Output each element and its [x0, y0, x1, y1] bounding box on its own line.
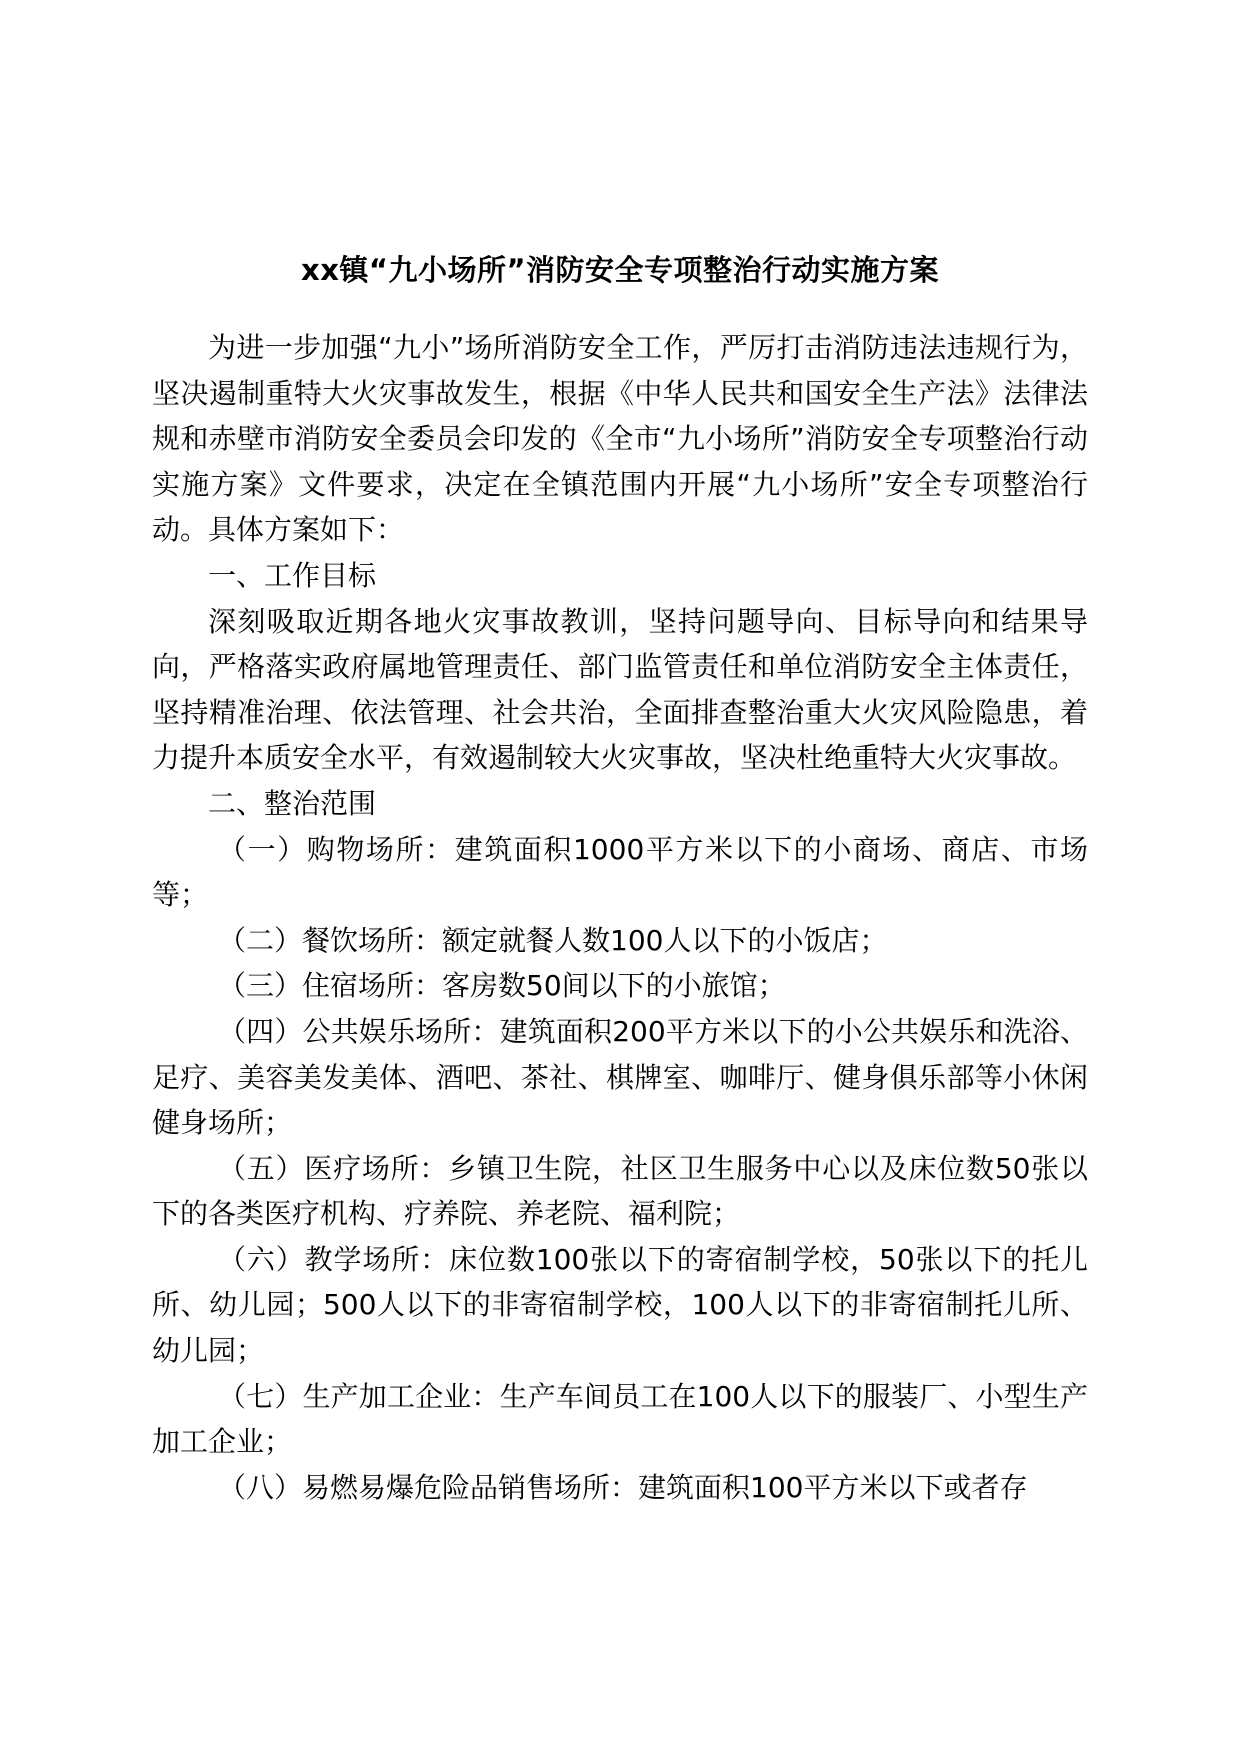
scope-item-education: （六）教学场所：床位数100张以下的寄宿制学校，50张以下的托儿所、幼儿园；500人以下的非寄宿制学校，100人以下的非寄宿制托儿所、幼儿园； [152, 1242, 1088, 1368]
section-heading-goals: 一、工作目标 [208, 558, 377, 592]
intro-paragraph: 为进一步加强“九小”场所消防安全工作，严厉打击消防违法违规行为，坚决遏制重特大火灾事故发生，根据《中华人民共和国安全生产法》法律法规和赤壁市消防安全委员会印发的《全市“九小场所”消防安全专项整治行动实施方案》文件要求，决定在全镇范围内开展“九小场所”安全专项整治行动。具体方案如下： [152, 331, 1088, 547]
goals-paragraph: 深刻吸取近期各地火灾事故教训，坚持问题导向、目标导向和结果导向，严格落实政府属地管理责任、部门监管责任和单位消防安全主体责任，坚持精准治理、依法管理、社会共治，全面排查整治重大火灾风险隐患，着力提升本质安全水平，有效遏制较大火灾事故，坚决杜绝重特大火灾事故。 [152, 604, 1088, 775]
scope-item-hazardous-sales: （八）易燃易爆危险品销售场所：建筑面积100平方米以下或者存 [218, 1470, 1028, 1504]
section-heading-scope: 二、整治范围 [208, 786, 377, 820]
scope-item-dining: （二）餐饮场所：额定就餐人数100人以下的小饭店； [218, 923, 888, 957]
scope-item-manufacturing: （七）生产加工企业：生产车间员工在100人以下的服装厂、小型生产加工企业； [152, 1379, 1088, 1459]
scope-item-medical: （五）医疗场所：乡镇卫生院，社区卫生服务中心以及床位数50张以下的各类医疗机构、疗养院、养老院、福利院； [152, 1151, 1088, 1231]
document-body [152, 325, 1088, 1510]
scope-item-shopping: （一）购物场所：建筑面积1000平方米以下的小商场、商店、市场等； [152, 832, 1088, 912]
document-title: xx镇“九小场所”消防安全专项整治行动实施方案 [300, 253, 940, 287]
scope-item-entertainment: （四）公共娱乐场所：建筑面积200平方米以下的小公共娱乐和洗浴、足疗、美容美发美体、酒吧、茶社、棋牌室、咖啡厅、健身俱乐部等小休闲健身场所； [152, 1014, 1088, 1140]
scope-item-lodging: （三）住宿场所：客房数50间以下的小旅馆； [218, 969, 786, 1003]
